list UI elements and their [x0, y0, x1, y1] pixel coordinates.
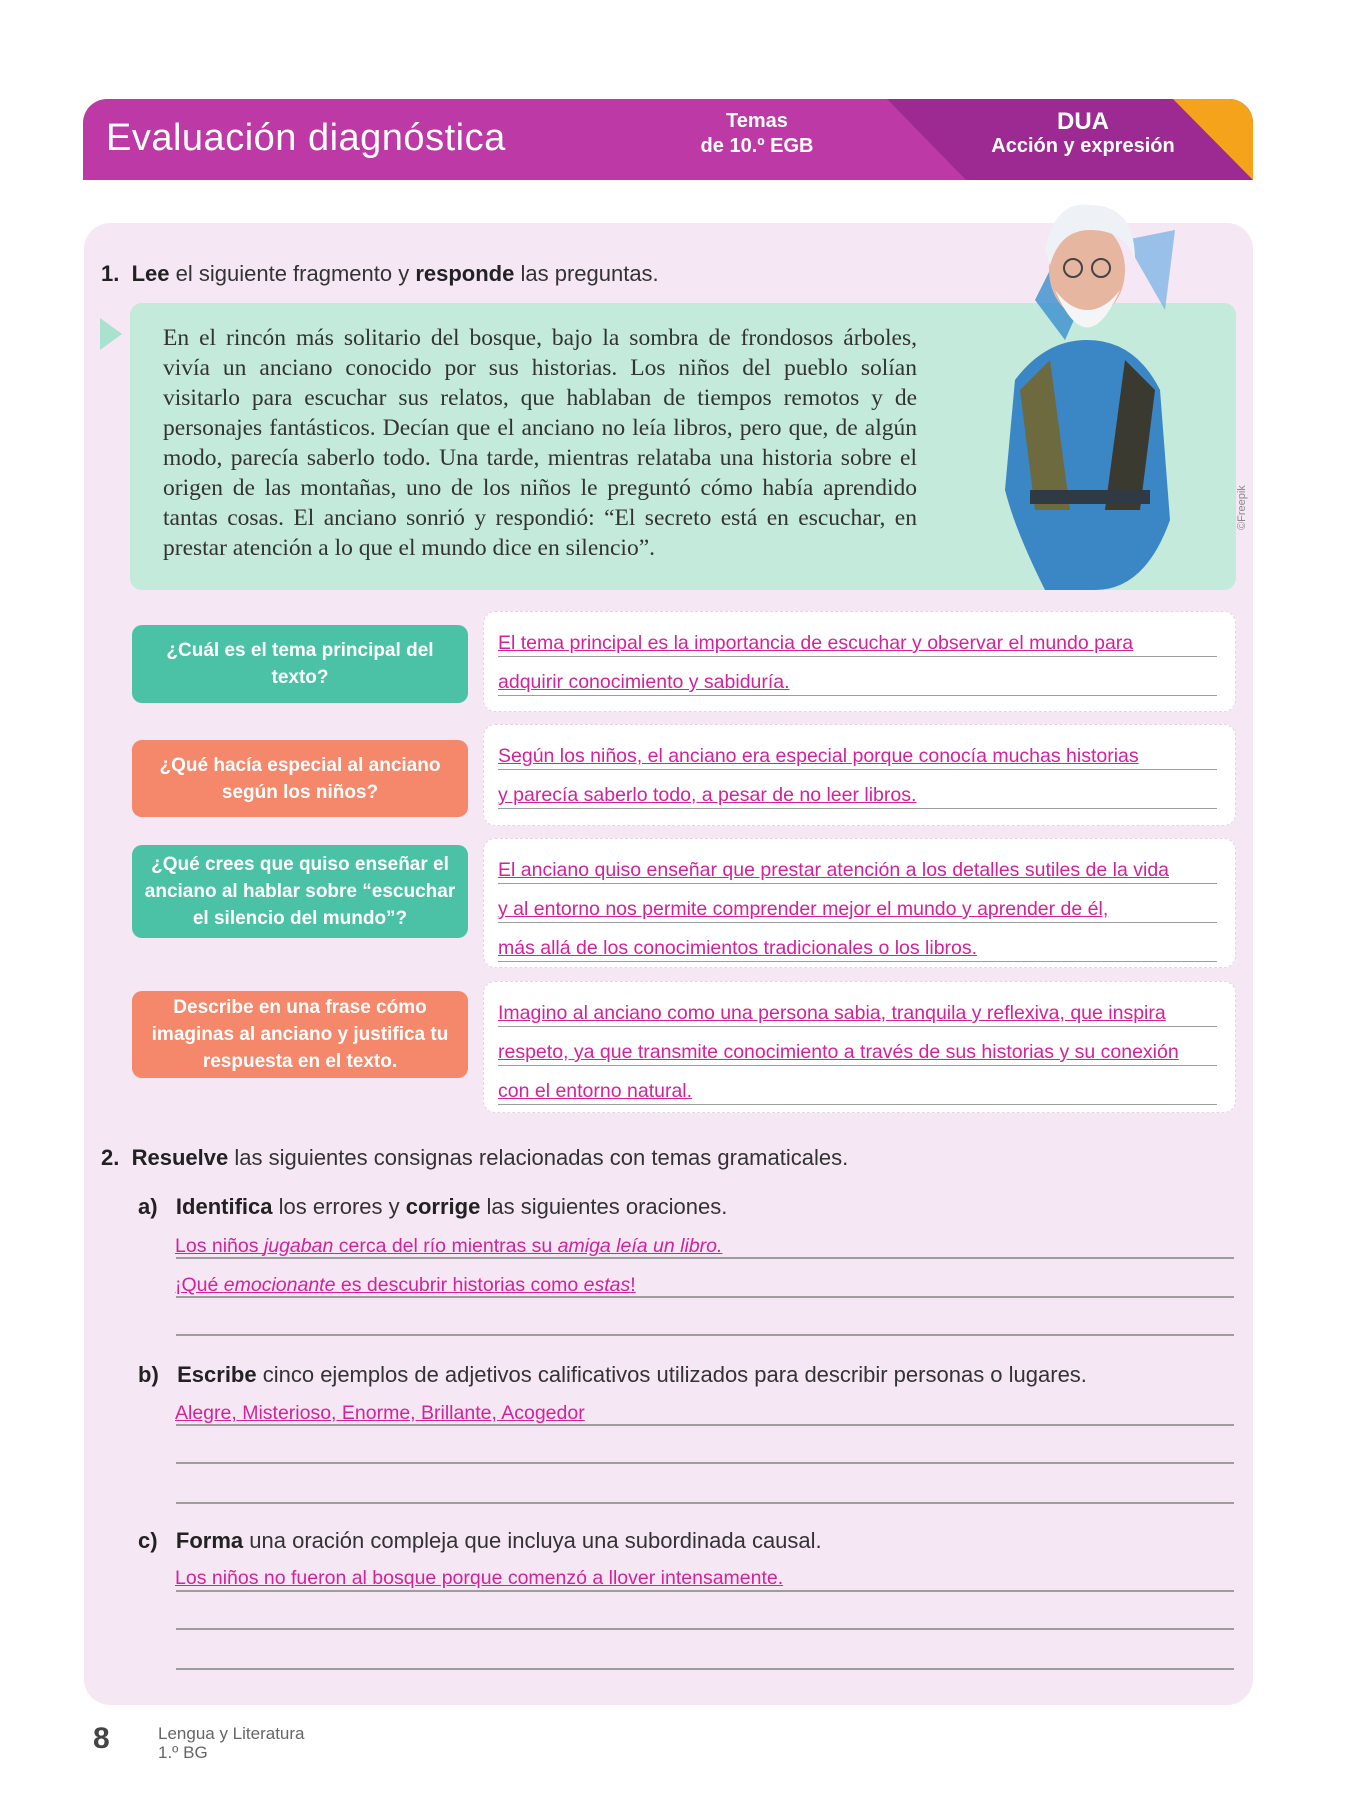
answer-c: Los niños no fueron al bosque porque comenzó a llover intensamente.: [175, 1567, 784, 1589]
writing-line[interactable]: [176, 1334, 1234, 1336]
sub-a-bold1: Identifica: [175, 1194, 273, 1219]
q2-bold: Resuelve: [131, 1145, 229, 1170]
writing-line[interactable]: [176, 1668, 1234, 1670]
q1-bold2: responde: [415, 261, 515, 286]
temas-line1: Temas: [726, 110, 788, 132]
question-box-2: ¿Qué hacía especial al anciano según los niños?: [132, 740, 468, 817]
answer-text: Imagino al anciano como una persona sabia, tranquila y reflexiva, que inspira: [498, 1002, 1166, 1024]
question-box-3: ¿Qué crees que quiso enseñar el anciano al hablar sobre “escuchar el silencio del mundo”?: [132, 845, 468, 938]
sub-b-bold: Escribe: [177, 1362, 257, 1387]
writing-line[interactable]: [176, 1257, 1234, 1259]
writing-line[interactable]: [176, 1424, 1234, 1426]
answer-line: [498, 618, 1217, 657]
answer-a-line1: [175, 1235, 722, 1258]
q1-number: 1.: [101, 261, 120, 286]
temas-label: [687, 109, 827, 159]
t: Los niños: [175, 1235, 264, 1257]
q1-bold1: Lee: [131, 261, 170, 286]
answer-text: y al entorno nos permite comprender mejor el mundo y aprender de él,: [498, 898, 1109, 920]
footer-subject: Lengua y Literatura: [158, 1724, 305, 1743]
question-1-title: [101, 261, 659, 287]
sub-c-label: c): [138, 1528, 158, 1553]
question-box-4: Describe en una frase cómo imaginas al anciano y justifica tu respuesta en el texto.: [132, 991, 468, 1078]
writing-line[interactable]: [176, 1462, 1234, 1464]
answer-line: [498, 1027, 1217, 1066]
answer-line: [498, 884, 1217, 923]
page-number: 8: [93, 1722, 110, 1755]
answer-text: con el entorno natural.: [498, 1080, 693, 1102]
t: estas: [583, 1274, 631, 1296]
answer-line: [498, 845, 1217, 884]
answer-text: más allá de los conocimientos tradicionales o los libros.: [498, 937, 978, 959]
writing-line[interactable]: [176, 1502, 1234, 1504]
answer-line: [498, 1066, 1217, 1105]
dua-label: [983, 109, 1183, 159]
subquestion-c: [138, 1528, 822, 1554]
answer-box-3[interactable]: [483, 838, 1236, 968]
sub-a-text2: las siguientes oraciones.: [480, 1194, 728, 1219]
answer-text: adquirir conocimiento y sabiduría.: [498, 671, 790, 693]
answer-line: [498, 988, 1217, 1027]
sub-c-text: una oración compleja que incluya una subordinada causal.: [243, 1528, 822, 1553]
sub-c-bold: Forma: [175, 1528, 244, 1553]
subquestion-b: [138, 1362, 1087, 1388]
answer-box-1[interactable]: [483, 611, 1236, 712]
answer-line: [498, 731, 1217, 770]
t: ¡Qué: [175, 1274, 224, 1296]
page-header: [83, 99, 1253, 180]
reading-passage: En el rincón más solitario del bosque, bajo la sombra de frondosos árboles, vivía un anciano conocido por sus historias. Los niños del pueblo solían visitarlo para escuchar sus relatos, que hablaban de tiempos remotos y de personajes fantásticos. Decían que el anciano no leía libros, pero que, de algún modo, parecía saberlo todo. Una tarde, mientras relataba una historia sobre el origen de las montañas, uno de los niños le preguntó cómo había aprendido tantas cosas. El anciano sonrió y respondió: “El secreto está en escuchar, en prestar atención a lo que el mundo dice en silencio”.: [163, 325, 917, 561]
q1-text1: el siguiente fragmento y: [169, 261, 416, 286]
q1-text2: las preguntas.: [514, 261, 659, 286]
answer-box-2[interactable]: [483, 724, 1236, 826]
subquestion-a: [138, 1194, 727, 1220]
temas-line2: de 10.º EGB: [700, 135, 814, 157]
t: cerca del río mientras su: [333, 1235, 558, 1257]
t: !: [630, 1274, 636, 1296]
answer-text: El tema principal es la importancia de escuchar y observar el mundo para: [498, 632, 1134, 654]
answer-line: [498, 923, 1217, 962]
q2-text: las siguientes consignas relacionadas con temas gramaticales.: [228, 1145, 849, 1170]
writing-line[interactable]: [176, 1628, 1234, 1630]
answer-text: El anciano quiso enseñar que prestar atención a los detalles sutiles de la vida: [498, 859, 1170, 881]
sub-a-bold2: corrige: [405, 1194, 481, 1219]
t: es descubrir historias como: [335, 1274, 584, 1296]
writing-line[interactable]: [176, 1590, 1234, 1592]
sub-a-label: a): [138, 1194, 158, 1219]
question-box-1: ¿Cuál es el tema principal del texto?: [132, 625, 468, 703]
answer-text: Según los niños, el anciano era especial porque conocía muchas historias: [498, 745, 1139, 767]
writing-line[interactable]: [176, 1296, 1234, 1298]
answer-b: Alegre, Misterioso, Enorme, Brillante, Acogedor: [175, 1402, 585, 1424]
answer-line: [498, 657, 1217, 696]
answer-text: respeto, ya que transmite conocimiento a través de sus historias y su conexión: [498, 1041, 1179, 1063]
answer-text: y parecía saberlo todo, a pesar de no leer libros.: [498, 784, 917, 806]
sub-b-label: b): [138, 1362, 159, 1387]
t: jugaban: [263, 1235, 334, 1257]
dua-line1: DUA: [1057, 108, 1109, 135]
sub-a-text1: los errores y: [272, 1194, 406, 1219]
answer-line: [498, 770, 1217, 809]
footer-grade: 1.º BG: [158, 1743, 208, 1762]
answer-a-line2: [175, 1274, 636, 1297]
t: amiga leía un libro.: [557, 1235, 723, 1257]
image-credit: ©Freepik: [1236, 485, 1248, 530]
page-title: Evaluación diagnóstica: [106, 117, 506, 159]
q2-number: 2.: [101, 1145, 120, 1170]
footer-info: [158, 1724, 305, 1762]
t: emocionante: [223, 1274, 336, 1296]
old-man-illustration: [975, 190, 1200, 590]
dua-line2: Acción y expresión: [991, 135, 1175, 157]
question-2-title: [101, 1145, 848, 1171]
sub-b-text: cinco ejemplos de adjetivos calificativos utilizados para describir personas o lugares.: [256, 1362, 1087, 1387]
answer-box-4[interactable]: [483, 981, 1236, 1113]
passage-arrow-icon: [100, 318, 122, 350]
